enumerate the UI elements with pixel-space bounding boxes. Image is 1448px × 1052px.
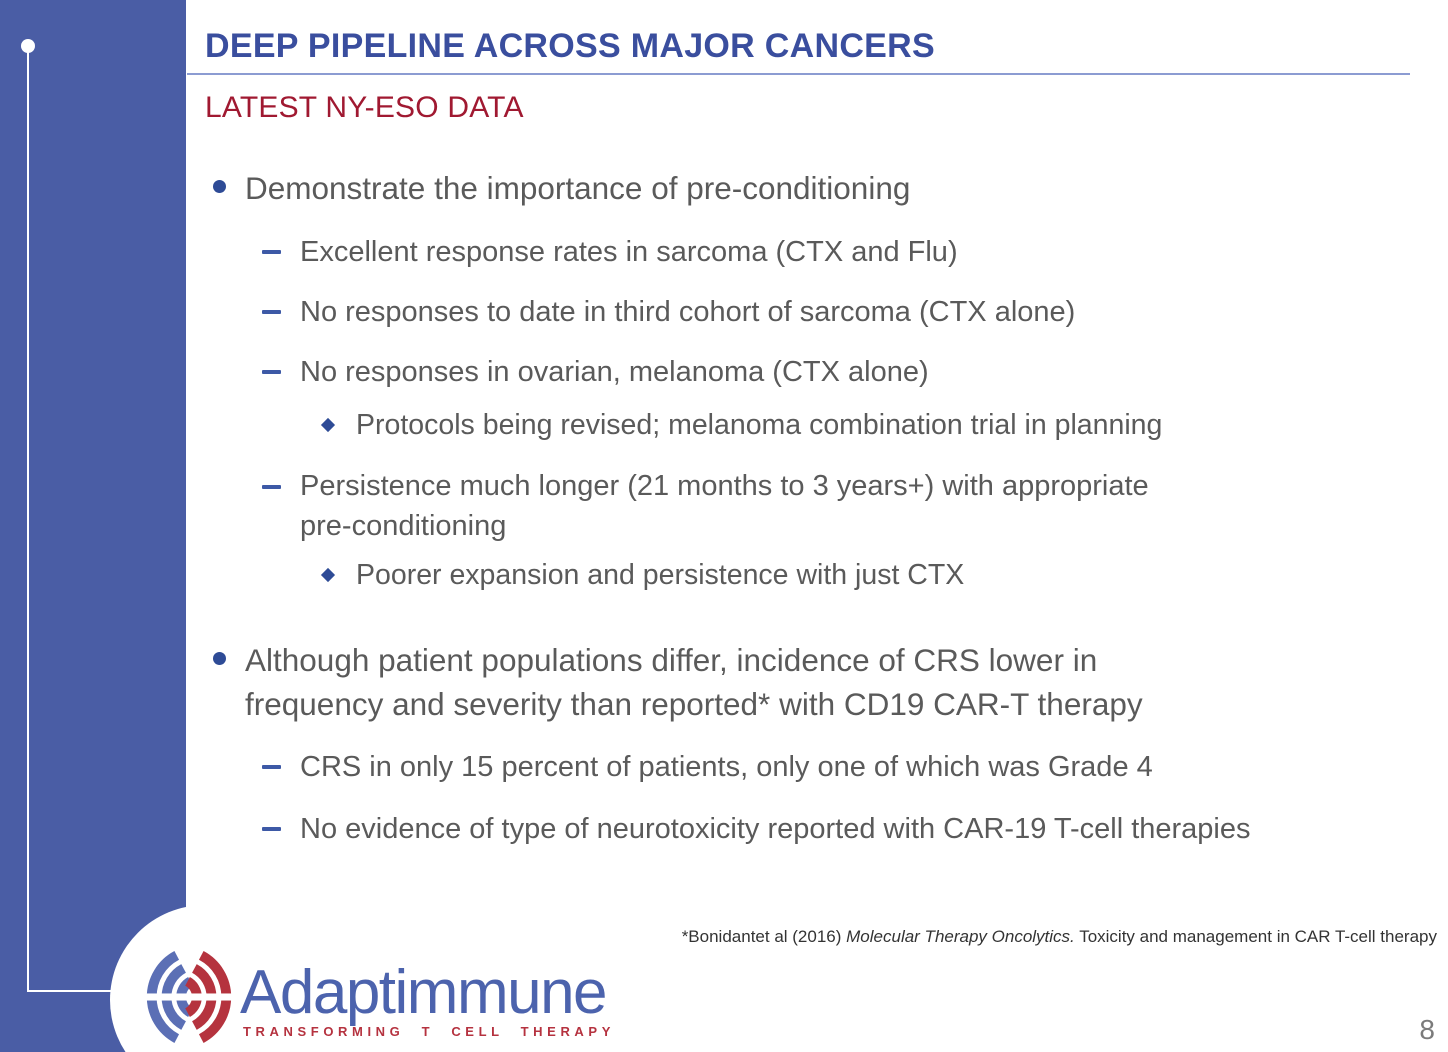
bullet-dash-icon: [262, 765, 281, 769]
bullet-text: CRS in only 15 percent of patients, only one of which was Grade 4: [300, 751, 1153, 783]
bullet-text: No responses to date in third cohort of sarcoma (CTX alone): [300, 296, 1076, 328]
bullet-text: Excellent response rates in sarcoma (CTX and Flu): [300, 236, 958, 268]
footnote: [682, 927, 1437, 947]
bullet-text: No responses in ovarian, melanoma (CTX alone): [300, 356, 929, 388]
decorative-vertical-line: [27, 50, 29, 992]
bullet-text: Protocols being revised; melanoma combination trial in planning: [356, 409, 1163, 441]
bullet-text-line2: pre-conditioning: [300, 510, 507, 542]
bullet-text: Although patient populations differ, incidence of CRS lower in: [245, 642, 1098, 678]
bullet-l2-item: [262, 291, 1075, 333]
bullet-l3-item: [323, 404, 1162, 446]
bullet-text: Demonstrate the importance of pre-conditioning: [245, 170, 911, 206]
slide-title: DEEP PIPELINE ACROSS MAJOR CANCERS: [205, 27, 935, 65]
bullet-l2-item: [262, 351, 929, 393]
bullet-l2-item: [262, 746, 1153, 788]
bullet-l2-item: [262, 466, 1149, 546]
bullet-dot-icon: [213, 652, 226, 665]
footnote-journal: Molecular Therapy Oncolytics.: [846, 927, 1075, 946]
title-rule: [187, 73, 1410, 75]
bullet-diamond-icon: [321, 568, 335, 582]
footnote-prefix: *Bonidantet al (2016): [681, 927, 847, 946]
bullet-l1-item: [205, 166, 910, 210]
bullet-dash-icon: [262, 370, 281, 374]
bullet-text: Poorer expansion and persistence with just CTX: [356, 559, 965, 591]
bullet-dash-icon: [262, 485, 281, 489]
bullet-l2-item: [262, 808, 1251, 850]
bullet-dash-icon: [262, 827, 281, 831]
logo-tagline: TRANSFORMING T CELL THERAPY: [243, 1024, 615, 1039]
bullet-text-line2: frequency and severity than reported* with CD19 CAR-T therapy: [245, 686, 1143, 722]
bullet-diamond-icon: [321, 418, 335, 432]
bullet-text: No evidence of type of neurotoxicity reported with CAR-19 T-cell therapies: [300, 813, 1251, 845]
bullet-dash-icon: [262, 310, 281, 314]
adaptimmune-logo-icon: [136, 951, 242, 1043]
bullet-dot-icon: [213, 180, 226, 193]
footnote-suffix: Toxicity and management in CAR T-cell therapy: [1074, 927, 1437, 946]
bullet-l3-item: [323, 554, 964, 596]
slide-subtitle: LATEST NY-ESO DATA: [205, 91, 524, 124]
bullet-text: Persistence much longer (21 months to 3 years+) with appropriate: [300, 470, 1149, 502]
page-number: 8: [1419, 1014, 1435, 1045]
bullet-l2-item: [262, 231, 958, 273]
bullet-dash-icon: [262, 250, 281, 254]
bullet-l1-item: [205, 638, 1143, 726]
logo-wordmark: Adaptimmune: [240, 958, 607, 1027]
